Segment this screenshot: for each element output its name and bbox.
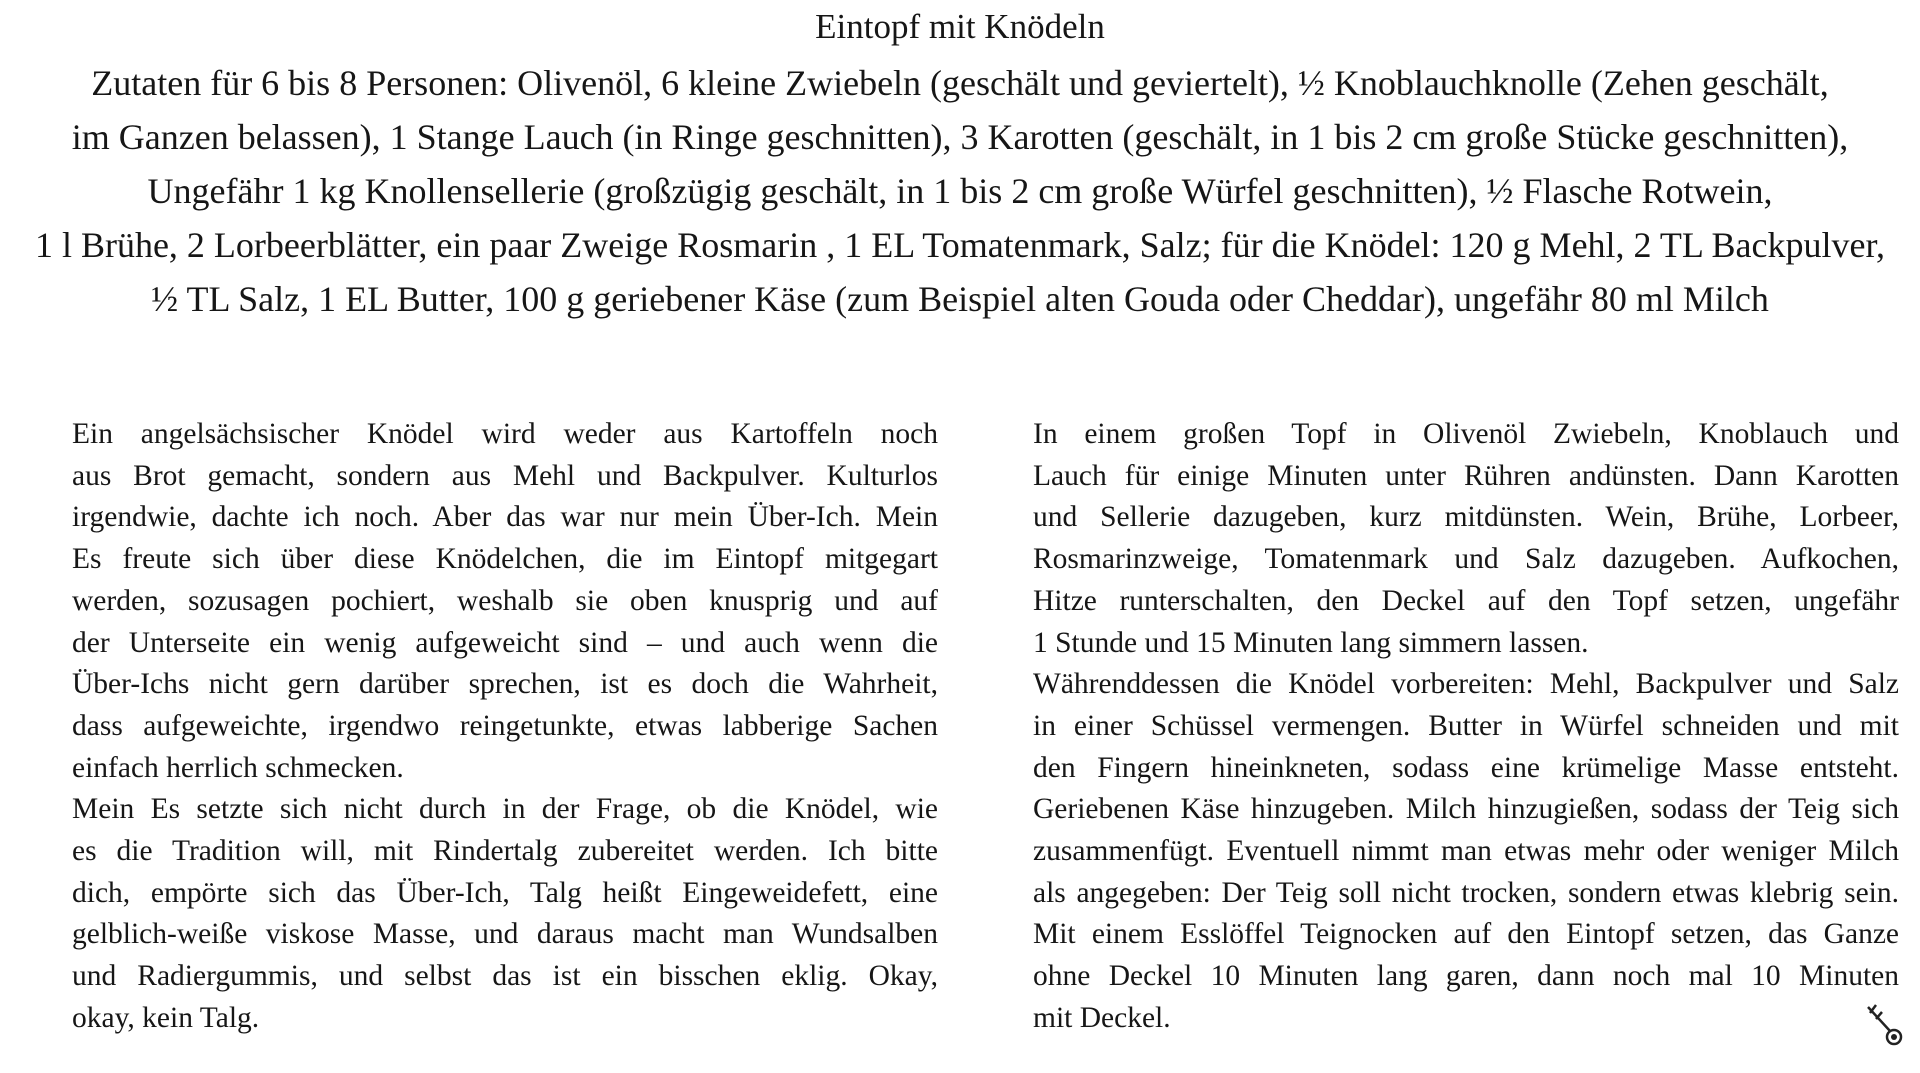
text-line: und Radiergummis, und selbst das ist ein bisschen eklig. Okay, bbox=[72, 960, 938, 993]
text-line: ohne Deckel 10 Minuten lang garen, dann noch mal 10 Minuten bbox=[1033, 960, 1899, 993]
instructions-paragraph-1 bbox=[1033, 414, 1899, 664]
instructions-paragraph-2 bbox=[1033, 664, 1899, 1039]
ingredients-block bbox=[20, 56, 1900, 326]
text-line: In einem großen Topf in Olivenöl Zwiebeln, Knoblauch und bbox=[1033, 418, 1899, 450]
instructions-column bbox=[1033, 414, 1899, 1040]
text-line: werden, sozusagen pochiert, weshalb sie oben knusprig und auf bbox=[72, 584, 938, 617]
text-line: der Unterseite ein wenig aufgeweicht sind – und auch wenn die bbox=[72, 626, 938, 659]
text-line: dich, empörte sich das Über-Ich, Talg heißt Eingeweidefett, eine bbox=[72, 876, 938, 909]
ingredients-line: 1 l Brühe, 2 Lorbeerblätter, ein paar Zweige Rosmarin , 1 EL Tomatenmark, Salz; für die Knödel: 120 g Mehl, 2 TL Backpulver, bbox=[34, 225, 1886, 265]
text-line: es die Tradition will, mit Rindertalg zubereitet werden. Ich bitte bbox=[72, 835, 938, 868]
text-line: in einer Schüssel vermengen. Butter in Würfel schneiden und mit bbox=[1033, 709, 1899, 742]
text-line: 1 Stunde und 15 Minuten lang simmern lassen. bbox=[1033, 626, 1589, 659]
text-line: dass aufgeweichte, irgendwo reingetunkte, etwas labberige Sachen bbox=[72, 709, 938, 742]
text-line: Rosmarinzweige, Tomatenmark und Salz dazugeben. Aufkochen, bbox=[1033, 543, 1899, 576]
text-line: Geriebenen Käse hinzugeben. Milch hinzugießen, sodass der Teig sich bbox=[1033, 793, 1899, 826]
story-column bbox=[72, 414, 938, 1040]
story-paragraph-2 bbox=[72, 789, 938, 1039]
text-line: Mein Es setzte sich nicht durch in der Frage, ob die Knödel, wie bbox=[72, 793, 938, 826]
text-line: Hitze runterschalten, den Deckel auf den Topf setzen, ungefähr bbox=[1033, 584, 1899, 617]
text-line: aus Brot gemacht, sondern aus Mehl und Backpulver. Kulturlos bbox=[72, 459, 938, 492]
text-line: einfach herrlich schmecken. bbox=[72, 751, 404, 784]
text-line: Lauch für einige Minuten unter Rühren andünsten. Dann Karotten bbox=[1033, 459, 1899, 492]
ingredients-line: im Ganzen belassen), 1 Stange Lauch (in Ringe geschnitten), 3 Karotten (geschält, in 1 bis 2 cm große Stücke geschnitten), bbox=[71, 117, 1849, 157]
corner-stamp-icon bbox=[1864, 1003, 1904, 1047]
text-line: Währenddessen die Knödel vorbereiten: Mehl, Backpulver und Salz bbox=[1033, 668, 1899, 701]
ingredients-line: ½ TL Salz, 1 EL Butter, 100 g geriebener Käse (zum Beispiel alten Gouda oder Cheddar), ungefähr 80 ml Milch bbox=[151, 279, 1769, 319]
text-line: und Sellerie dazugeben, kurz mitdünsten. Wein, Brühe, Lorbeer, bbox=[1033, 501, 1899, 534]
text-line: Es freute sich über diese Knödelchen, die im Eintopf mitgegart bbox=[72, 543, 938, 576]
text-line: zusammenfügt. Eventuell nimmt man etwas mehr oder weniger Milch bbox=[1033, 835, 1899, 868]
text-line: als angegeben: Der Teig soll nicht trocken, sondern etwas klebrig sein. bbox=[1033, 876, 1899, 909]
text-line: irgendwie, dachte ich noch. Aber das war nur mein Über-Ich. Mein bbox=[72, 501, 938, 534]
text-line: mit Deckel. bbox=[1033, 1001, 1171, 1034]
story-paragraph-1 bbox=[72, 414, 938, 789]
text-line: gelblich-weiße viskose Masse, und daraus macht man Wundsalben bbox=[72, 918, 938, 951]
text-line: Ein angelsächsischer Knödel wird weder aus Kartoffeln noch bbox=[72, 418, 938, 450]
ingredients-line: Ungefähr 1 kg Knollensellerie (großzügig geschält, in 1 bis 2 cm große Würfel geschnitten), ½ Flasche Rotwein, bbox=[147, 171, 1773, 211]
ingredients-line: Zutaten für 6 bis 8 Personen: Olivenöl, 6 kleine Zwiebeln (geschält und geviertelt), ½ Knoblauchknolle (Zehen geschält, bbox=[91, 63, 1829, 103]
text-line: Mit einem Esslöffel Teignocken auf den Eintopf setzen, das Ganze bbox=[1033, 918, 1899, 951]
text-line: Über-Ichs nicht gern darüber sprechen, ist es doch die Wahrheit, bbox=[72, 668, 938, 701]
text-line: okay, kein Talg. bbox=[72, 1001, 260, 1034]
recipe-title: Eintopf mit Knödeln bbox=[815, 7, 1105, 46]
text-line: den Fingern hineinkneten, sodass eine krümelige Masse entsteht. bbox=[1033, 751, 1899, 784]
